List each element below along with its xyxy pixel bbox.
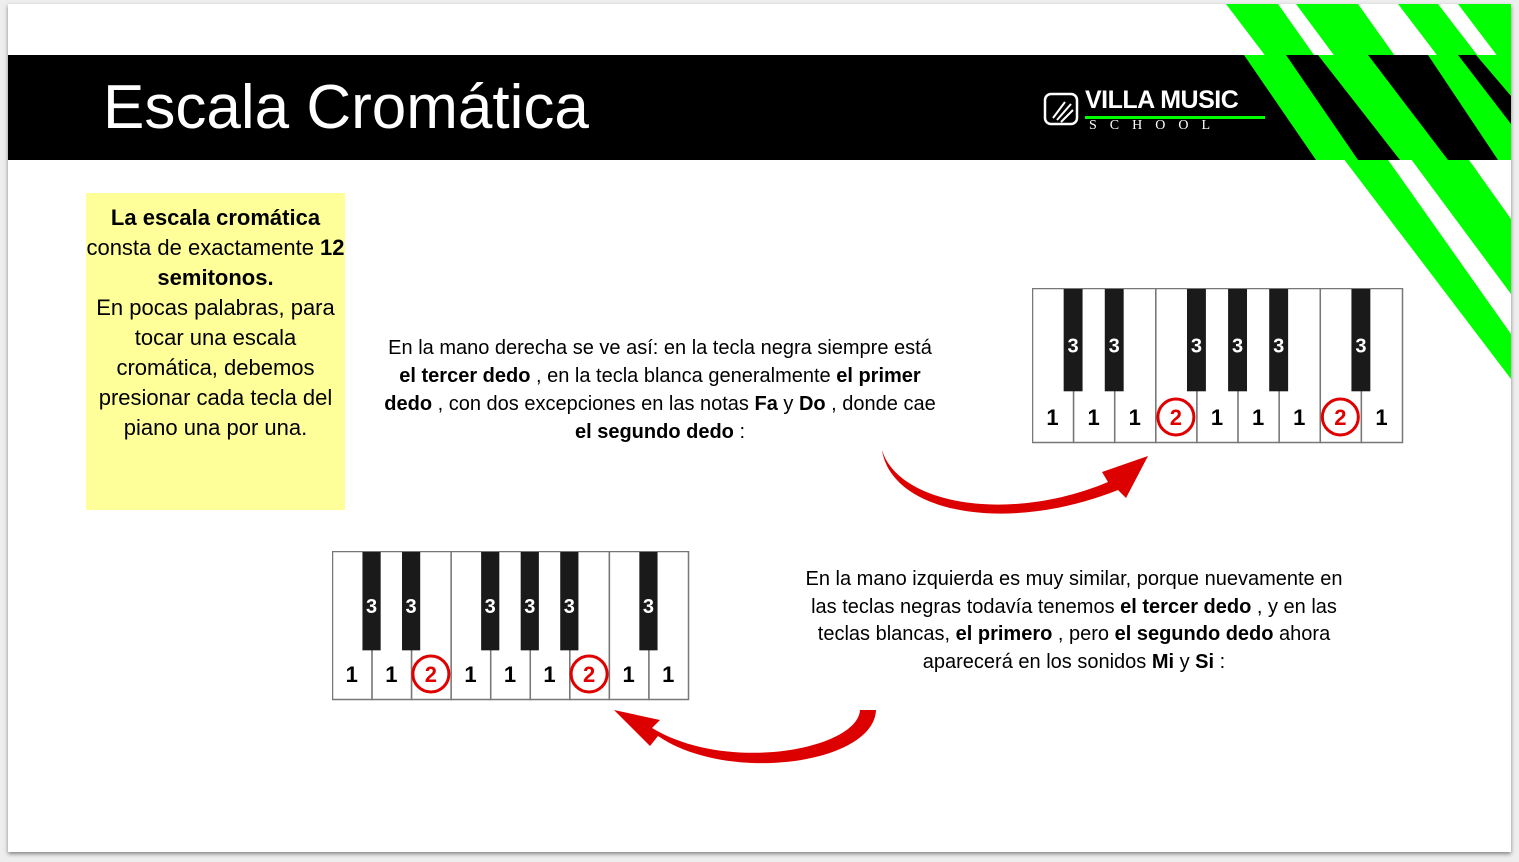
black-finger-number: 3 [1273, 335, 1285, 358]
white-finger-number: 2 [424, 662, 438, 687]
text-run: , con dos excepciones en las notas [432, 393, 755, 415]
black-finger-number: 3 [365, 595, 378, 618]
text-run: , y en las teclas blancas, [817, 595, 1337, 645]
white-finger-number: 1 [1087, 405, 1100, 430]
black-finger-number: 3 [1355, 335, 1367, 358]
white-finger-number: 1 [1251, 405, 1265, 430]
piano-hand-icon [1043, 90, 1081, 128]
logo-brand: VILLA MUSIC [1085, 86, 1239, 114]
black-finger-number: 3 [524, 595, 536, 618]
white-finger-number: 1 [543, 662, 556, 687]
white-finger-number: 1 [622, 662, 635, 687]
black-finger-number: 3 [484, 595, 496, 618]
white-finger-number: 1 [662, 662, 675, 687]
white-finger-number: 2 [1169, 405, 1183, 430]
bold-run: Si [1195, 650, 1215, 673]
white-finger-number: 1 [1046, 405, 1059, 430]
bold-run: el segundo dedo [1114, 623, 1274, 645]
intro-box [86, 193, 345, 510]
black-finger-number: 3 [405, 595, 417, 618]
text-run: consta de exactamente [86, 235, 321, 260]
text-run: , pero [1052, 623, 1115, 645]
bold-run: el primero [955, 623, 1053, 645]
slide [8, 4, 1511, 852]
bold-run: La escala cromática [110, 205, 321, 230]
white-finger-number: 1 [464, 662, 477, 687]
white-finger-number: 1 [385, 662, 398, 687]
left-hand-keyboard [332, 551, 690, 701]
intro-text [86, 203, 345, 443]
bold-run: Mi [1151, 650, 1175, 673]
text-run: , en la tecla blanca generalmente [530, 365, 837, 387]
text-run: y [777, 393, 799, 415]
bold-run: Fa [754, 393, 778, 415]
bold-run: el tercer dedo [1120, 595, 1252, 618]
black-finger-number: 3 [642, 595, 655, 618]
white-finger-number: 2 [582, 662, 596, 687]
bold-run: el segundo dedo [574, 421, 734, 443]
white-finger-number: 1 [503, 662, 517, 687]
black-finger-number: 3 [1108, 335, 1120, 358]
bold-run: Do [798, 393, 826, 415]
left-hand-text [794, 566, 1354, 676]
white-finger-number: 2 [1334, 405, 1347, 430]
text-run: : [733, 421, 746, 443]
logo-subtitle: SCHOOL [1089, 118, 1224, 133]
black-finger-number: 3 [1190, 335, 1203, 358]
text-run: En pocas palabras, para tocar una escala cromática, debemos presionar cada tecla del piano una por una. [96, 295, 335, 440]
white-finger-number: 1 [345, 662, 358, 687]
white-finger-number: 1 [1375, 405, 1388, 430]
logo [1043, 86, 1268, 138]
white-finger-number: 1 [1293, 405, 1306, 430]
bold-run: el tercer dedo [399, 365, 531, 387]
text-run: : [1214, 650, 1226, 673]
text-run: y [1174, 650, 1196, 673]
black-finger-number: 3 [1231, 335, 1244, 358]
right-hand-keyboard [1032, 288, 1404, 444]
text-run: En la mano derecha se ve así: en la tecla negra siempre está [388, 337, 932, 359]
white-finger-number: 1 [1210, 405, 1224, 430]
bold-run: el primer dedo [384, 365, 921, 415]
right-hand-text [380, 334, 940, 446]
text-run: ahora aparecerá en los sonidos [922, 623, 1331, 673]
text-run: , donde cae [825, 393, 936, 415]
white-finger-number: 1 [1128, 405, 1141, 430]
black-finger-number: 3 [563, 595, 575, 618]
page-title: Escala Cromática [103, 73, 589, 142]
text-run: En la mano izquierda es muy similar, porque nuevamente en las teclas negras todavía tenemos [805, 568, 1343, 618]
black-finger-number: 3 [1067, 335, 1079, 358]
bold-run: 12 semitonos. [157, 235, 345, 290]
